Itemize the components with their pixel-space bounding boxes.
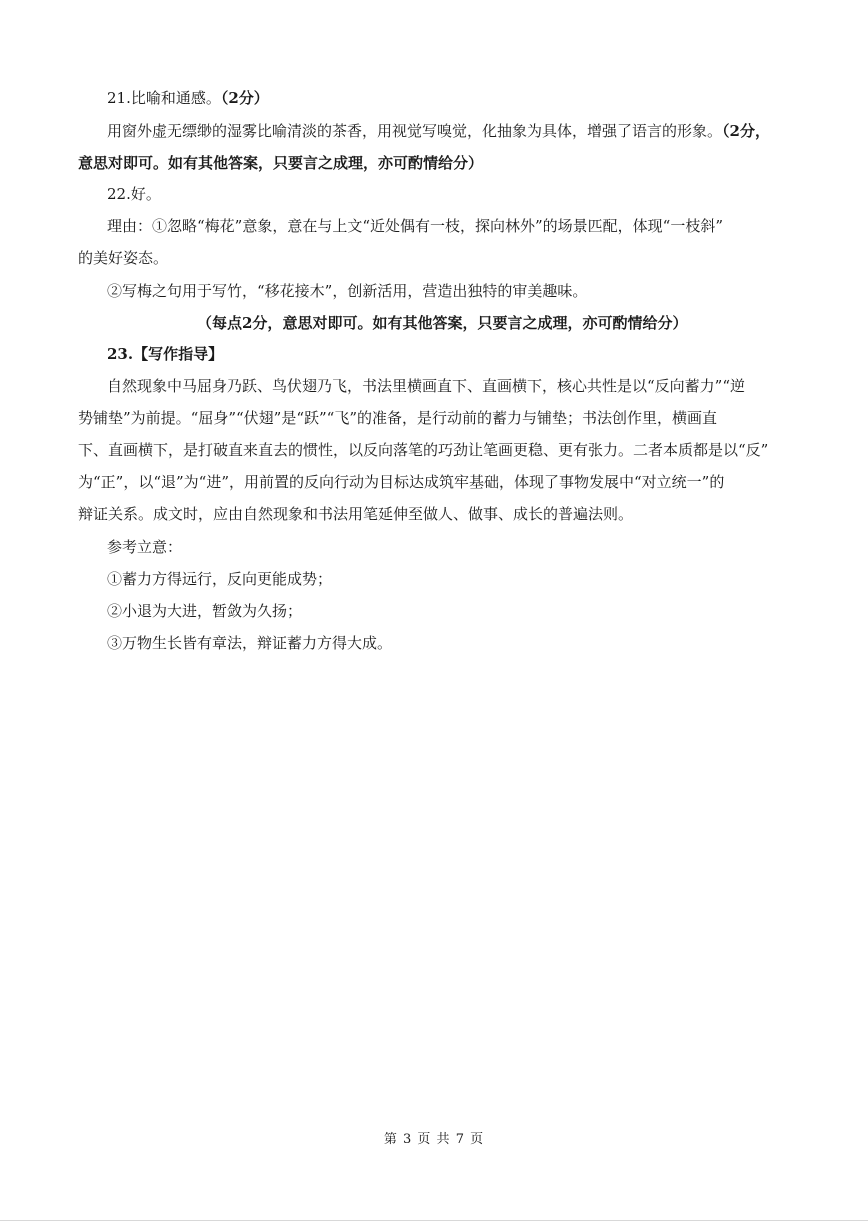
- q23-heading: 23.【写作指导】: [107, 345, 224, 363]
- q21-answer-text: 用窗外虚无缥缈的湿雾比喻清淡的茶香，用视觉写嗅觉，化抽象为具体，增强了语言的形象。: [107, 122, 723, 140]
- q21-heading-score: （2分）: [220, 89, 269, 107]
- q22-scoring-note: （每点2分，意思对即可。如有其他答案，只要言之成理，亦可酌情给分）: [197, 314, 688, 332]
- q23-para-line-1: 自然现象中马屈身乃跃、鸟伏翅乃飞，书法里横画直下、直画横下，核心共性是以“反向蓄力”“逆: [107, 377, 746, 395]
- q23-idea-3: ③万物生长皆有章法，辩证蓄力方得大成。: [107, 634, 393, 652]
- q23-para-line-3: 下、直画横下，是打破直来直去的惯性，以反向落笔的巧劲让笔画更稳、更有张力。二者本质都是以“反”: [78, 441, 769, 459]
- q23-para-line-4: 为“正”，以“退”为“进”，用前置的反向行动为目标达成筑牢基础，体现了事物发展中“对立统一”的: [78, 473, 725, 491]
- bottom-divider: [0, 1220, 868, 1221]
- q21-heading-text: 21.比喻和通感。: [107, 89, 221, 107]
- page-number-footer: 第 3 页 共 7 页: [383, 1132, 485, 1147]
- q21-answer-line-1: [107, 121, 770, 141]
- q23-reference-heading: 参考立意：: [107, 538, 183, 556]
- q22-heading: 22.好。: [107, 185, 161, 203]
- q23-para-line-2: 势铺垫”为前提。“屈身”“伏翅”是“跃”“飞”的准备，是行动前的蓄力与铺垫；书法创作里，横画直: [78, 409, 718, 427]
- q22-reason-line-1: 理由：①忽略“梅花”意象，意在与上文“近处偶有一枝，探向林外”的场景匹配，体现“一枝斜”: [107, 217, 724, 235]
- q21-heading: [107, 88, 269, 108]
- q22-reason-line-2: 的美好姿态。: [78, 249, 169, 267]
- q22-reason-line-3: ②写梅之句用于写竹，“移花接木”，创新活用，营造出独特的审美趣味。: [107, 282, 588, 300]
- q23-idea-2: ②小退为大进，暂敛为久扬；: [107, 602, 303, 620]
- q23-idea-1: ①蓄力方得远行，反向更能成势；: [107, 570, 333, 588]
- q23-para-line-5: 辩证关系。成文时，应由自然现象和书法用笔延伸至做人、做事、成长的普遍法则。: [78, 505, 634, 523]
- q21-answer-line-2: 意思对即可。如有其他答案，只要言之成理，亦可酌情给分）: [78, 154, 484, 172]
- q21-answer-score: （2分，: [722, 122, 770, 140]
